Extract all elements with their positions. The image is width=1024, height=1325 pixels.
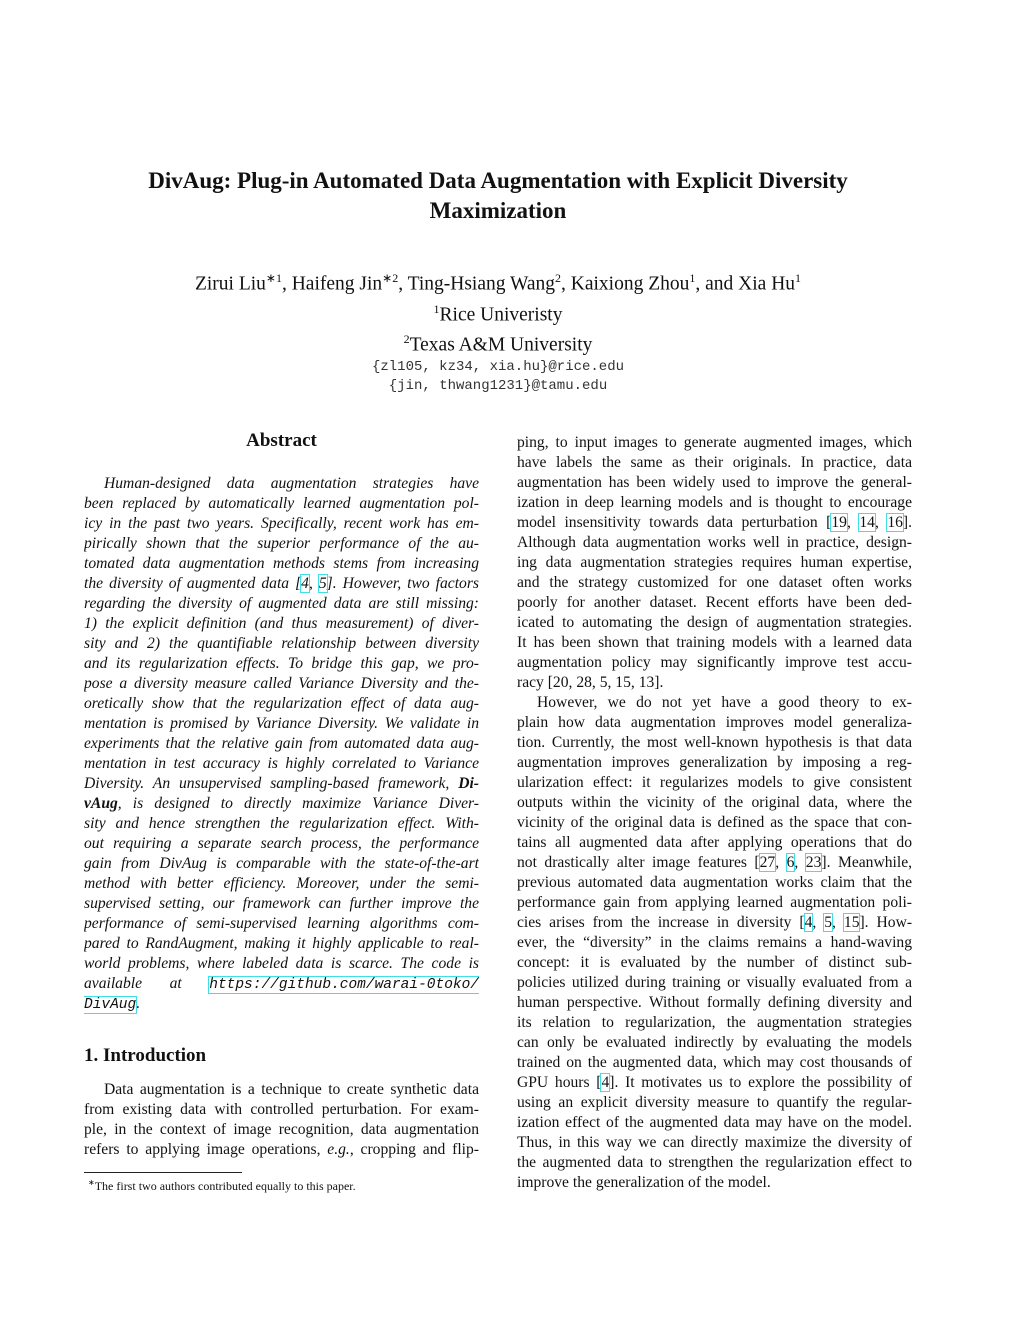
text-line: Data augmentation is a technique to create synthetic data <box>104 1081 479 1098</box>
text-line: ularization effect: it regularizes models to give consistent <box>517 774 912 791</box>
text-line: regarding the diversity of augmented data are still missing: <box>84 595 479 612</box>
text: Diversity. An unsupervised sampling-based framework, <box>84 775 459 792</box>
code-link[interactable]: DivAug <box>84 997 137 1013</box>
text-line: pirically shown that the superior performance of the au- <box>84 535 479 552</box>
text-line: sity and hence strengthen the regularization effect. With- <box>84 815 479 832</box>
text-line <box>84 974 479 994</box>
text-line: ple, in the context of image recognition, data augmentation <box>84 1121 479 1138</box>
text-line: poorly for another dataset. Recent efforts have been ded- <box>517 594 912 611</box>
text-line <box>84 774 479 794</box>
citation-link[interactable]: 19 <box>831 514 847 531</box>
text-line: performance gain from applying learned augmentation poli- <box>517 894 912 911</box>
text-line: refers to applying image operations, e.g., cropping and flip- <box>84 1141 479 1158</box>
text-line: policies utilized during training or visually evaluated from a <box>517 974 912 991</box>
text-line: supervised setting, our framework can further improve the <box>84 895 479 912</box>
text-line: GPU hours [4]. It motivates us to explore the possibility of <box>517 1074 912 1091</box>
text-line: tomated data augmentation methods stems from increasing <box>84 555 479 572</box>
citation-link[interactable]: 6 <box>786 854 795 871</box>
author-block <box>100 266 896 396</box>
text-line: pared to RandAugment, making it highly applicable to real- <box>84 935 479 952</box>
code-link[interactable]: https://github.com/warai-0toko/ <box>209 977 479 993</box>
text-line: ping, to input images to generate augmented images, which <box>517 434 912 451</box>
text-line: concept: it is evaluated by the number of distinct sub- <box>517 954 912 971</box>
text: available at <box>84 975 210 992</box>
intro-left-column <box>84 1080 479 1160</box>
text-line: been replaced by automatically learned augmentation pol- <box>84 495 479 512</box>
text-line: ever, the “diversity” in the claims remains a hand-waving <box>517 934 912 951</box>
abstract-heading: Abstract <box>246 430 317 451</box>
citation-link[interactable]: 5 <box>318 575 327 592</box>
text-line: tains all augmented data after applying operations that do <box>517 834 912 851</box>
text-line: and the strategy customized for one dataset often works <box>517 574 912 591</box>
footnote-rule <box>84 1172 242 1173</box>
text-line: trained on the augmented data, which may cost thousands of <box>517 1054 912 1071</box>
text: . <box>136 995 141 1012</box>
text-line: cies arises from the increase in diversity [4, 5, 15]. How- <box>517 914 912 931</box>
text-line: not drastically alter image features [27, 6, 23]. Meanwhile, <box>517 854 912 871</box>
text-line: the augmented data to strengthen the regularization effect to <box>517 1154 912 1171</box>
text-line <box>84 794 479 814</box>
text-line: world problems, where labeled data is scarce. The code is <box>84 955 479 972</box>
text-line: its relation to regularization, the augmentation strategies <box>517 1014 912 1031</box>
text-line: It has been shown that training models with a learned data <box>517 634 912 651</box>
text-line: human perspective. Without formally defining diversity and <box>517 994 912 1011</box>
text-line: racy [20, 28, 5, 15, 13]. <box>517 674 664 691</box>
text-line: ization effect of the augmented data may have on the model. <box>517 1114 912 1131</box>
text-line: augmentation improves generalization by imposing a reg- <box>517 754 912 771</box>
citation-link[interactable]: 5 <box>824 914 833 931</box>
text-line: Thus, in this way we can directly maximize the diversity of <box>517 1134 912 1151</box>
abstract-body <box>84 474 479 1014</box>
text-line: and its regularization effects. To bridge this gap, we pro- <box>84 655 479 672</box>
citation-link[interactable]: 14 <box>859 514 875 531</box>
text-line: using an explicit diversity measure to quantify the regular- <box>517 1094 912 1111</box>
citation-link[interactable]: 15 <box>843 914 860 931</box>
text-line: plain how data augmentation improves model generaliza- <box>517 714 912 731</box>
text-line: previous automated data augmentation works claim that the <box>517 874 912 891</box>
text-line: augmentation has been widely used to improve the general- <box>517 474 912 491</box>
email: {jin, thwang1231}@tamu.edu <box>388 377 608 394</box>
citation-link[interactable]: 4 <box>804 914 813 931</box>
citation-link[interactable]: 23 <box>805 854 822 871</box>
text-line: pose a diversity measure called Variance Diversity and the- <box>84 675 479 692</box>
text-line: vicinity of the original data is defined as the space that con- <box>517 814 912 831</box>
text-line: out requiring a separate search process, the performance <box>84 835 479 852</box>
text-line: improve the generalization of the model. <box>517 1174 771 1191</box>
text-line: icated to automating the design of augmentation strategies. <box>517 614 912 631</box>
text-line: ization in deep learning models and is thought to encourage <box>517 494 912 511</box>
text-line: ing data augmentation strategies requires human expertise, <box>517 554 912 571</box>
text-line <box>84 994 479 1014</box>
text-line: method with better efficiency. Moreover, under the semi- <box>84 875 479 892</box>
text-line: 1) the explicit definition (and thus measurement) of diver- <box>84 615 479 632</box>
text-line: have labels the same as their originals. In practice, data <box>517 454 912 471</box>
citation-link[interactable]: 27 <box>759 854 776 871</box>
text-line: Human-designed data augmentation strategies have <box>104 475 479 492</box>
text-line: mentation is promised by Variance Diversity. We validate in <box>84 715 479 732</box>
text-line: performance of semi-supervised learning algorithms com- <box>84 915 479 932</box>
text-line: mentation in test accuracy is highly correlated to Variance <box>84 755 479 772</box>
citation-link[interactable]: 16 <box>887 514 903 531</box>
affiliation: $^2$Texas A&M University <box>403 332 593 356</box>
text-line: oretically show that the regularization effect of data aug- <box>84 695 479 712</box>
text: , is designed to directly maximize Variance Diver- <box>117 795 479 812</box>
text-line: gain from DivAug is comparable with the state-of-the-art <box>84 855 479 872</box>
text-line: outputs within the vicinity of the original data, where the <box>517 794 912 811</box>
text-line: tion. Currently, the most well-known hypothesis is that data <box>517 734 912 751</box>
intro-right-column <box>517 433 912 1193</box>
affiliation: $^1$Rice Univeristy <box>433 301 563 325</box>
text-line: experiments that the relative gain from automated data aug- <box>84 735 479 752</box>
text-line: Although data augmentation works well in practice, design- <box>517 534 912 551</box>
text: Di- <box>458 775 479 792</box>
text-line: However, we do not yet have a good theory to ex- <box>537 694 912 711</box>
author-list: Zirui Liu$^{∗1}$, Haifeng Jin$^{∗2}$, Ting-Hsiang Wang$^2$, Kaixiong Zhou$^1$, and Xia Hu$^1$ <box>194 271 802 295</box>
paper-title: DivAug: Plug-in Automated Data Augmentation with Explicit Diversity Maximization <box>148 168 848 223</box>
text-line: from existing data with controlled perturbation. For exam- <box>84 1101 479 1118</box>
footnote: ∗The first two authors contributed equally to this paper. <box>88 1178 356 1193</box>
text: vAug <box>84 795 118 812</box>
text-line: augmentation policy may significantly improve test accu- <box>517 654 912 671</box>
text-line: icy in the past two years. Specifically, recent work has em- <box>84 515 479 532</box>
text-line: sity and 2) the quantifiable relationship between diversity <box>84 635 479 652</box>
text-line: can only be evaluated indirectly by evaluating the models <box>517 1034 912 1051</box>
section-heading: 1. Introduction <box>84 1045 207 1066</box>
email: {zl105, kz34, xia.hu}@rice.edu <box>371 358 625 375</box>
text-line: model insensitivity towards data perturbation [19, 14, 16]. <box>517 514 912 531</box>
text-line: the diversity of augmented data [4, 5]. However, two factors <box>84 575 479 592</box>
citation-link[interactable]: 4 <box>601 1074 610 1091</box>
citation-link[interactable]: 4 <box>301 575 309 592</box>
